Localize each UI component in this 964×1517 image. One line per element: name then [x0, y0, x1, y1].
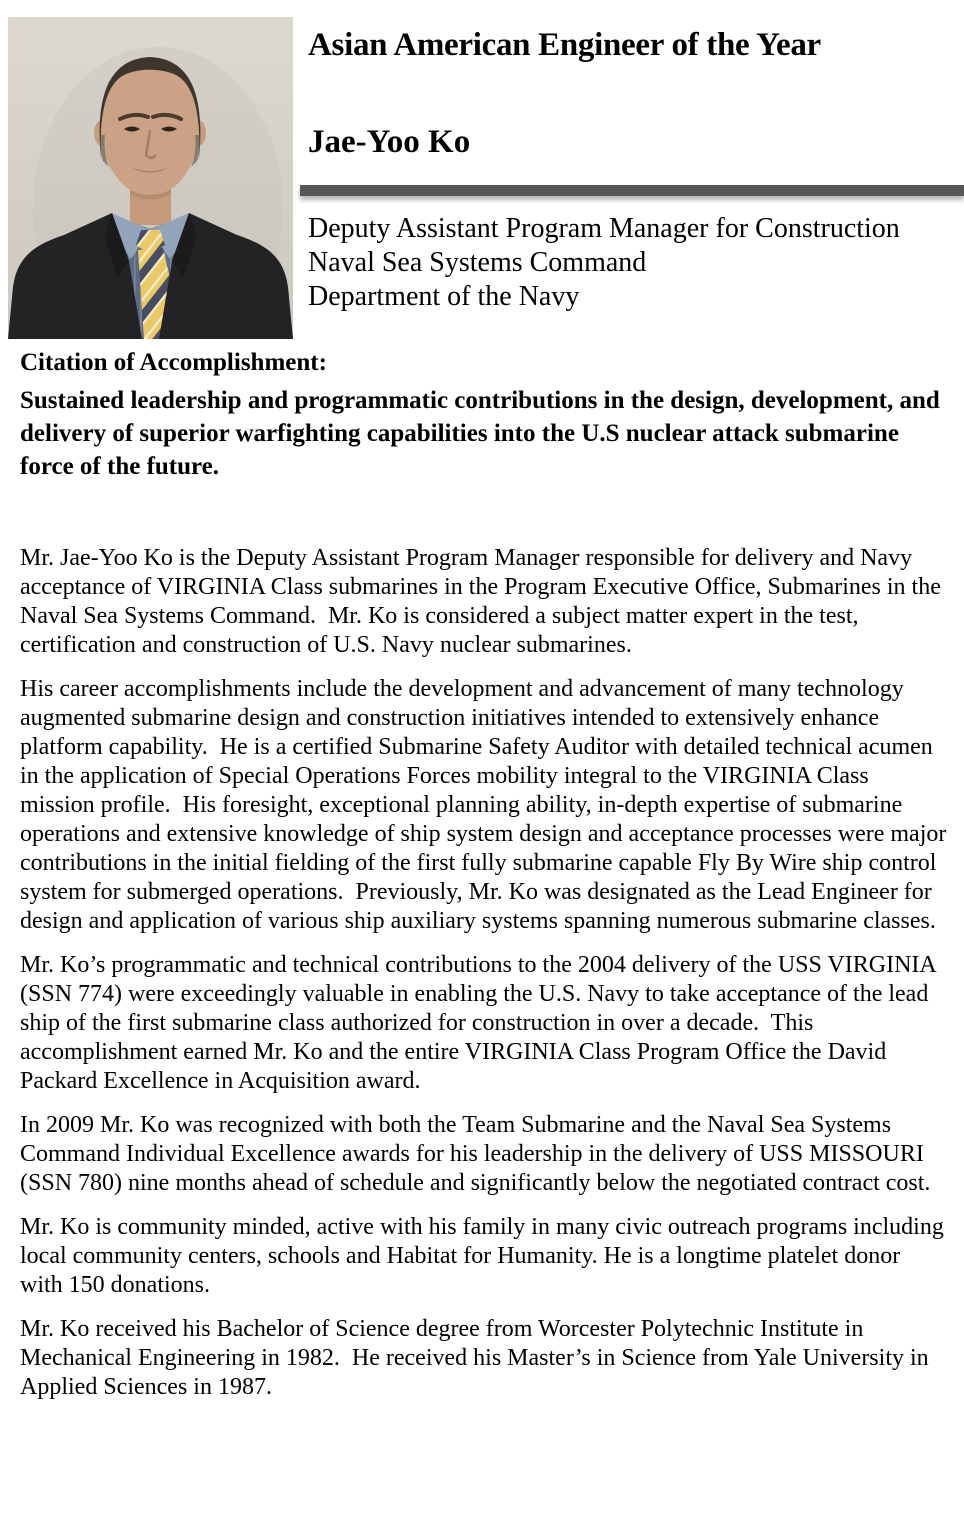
bio-paragraph-4: In 2009 Mr. Ko was recognized with both the Team Submarine and the Naval Sea Systems Command Individual Excellence awards for his leadership in the delivery of USS MISSOURI (SSN 780) nine months ahead of schedule and significantly below the negotiated contract cost.	[20, 1112, 931, 1196]
citation-heading: Citation of Accomplishment:	[20, 349, 327, 376]
award-title: Asian American Engineer of the Year	[308, 27, 821, 63]
citation-text: Sustained leadership and programmatic contributions in the design, development, and delivery of superior warfighting capabilities into the U.S nuclear attack submarine force of the future.	[20, 387, 947, 480]
bio-paragraph-1: Mr. Jae-Yoo Ko is the Deputy Assistant Program Manager responsible for delivery and Navy acceptance of VIRGINIA Class submarines in the Program Executive Office, Submarines in the Naval Sea Systems Command. Mr. Ko is considered a subject matter expert in the test, certification and construction of U.S. Navy nuclear submarines.	[20, 545, 947, 658]
biography-section	[20, 544, 953, 1417]
job-title-line: Deputy Assistant Program Manager for Construction	[308, 213, 900, 244]
bio-paragraph-6: Mr. Ko received his Bachelor of Science degree from Worcester Polytechnic Institute in Mechanical Engineering in 1982. He received his Master’s in Science from Yale University in Applied Sciences in 1987.	[20, 1316, 934, 1400]
organization-line: Naval Sea Systems Command	[308, 247, 647, 278]
department-line: Department of the Navy	[308, 281, 580, 312]
bio-paragraph-3: Mr. Ko’s programmatic and technical contributions to the 2004 delivery of the USS VIRGINIA (SSN 774) were exceedingly valuable in enabling the U.S. Navy to take acceptance of the lead ship of the first submarine class authorized for construction in over a decade. This accomplishment earned Mr. Ko and the entire VIRGINIA Class Program Office the David Packard Excellence in Acquisition award.	[20, 952, 942, 1094]
bio-paragraph-5: Mr. Ko is community minded, active with his family in many civic outreach programs including local community centers, schools and Habitat for Humanity. He is a longtime platelet donor with 150 donations.	[20, 1214, 950, 1298]
bio-paragraph-2: His career accomplishments include the development and advancement of many technology augmented submarine design and construction initiatives intended to extensively enhance platform capability. He is a certified Submarine Safety Auditor with detailed technical acumen in the application of Special Operations Forces mobility integral to the VIRGINIA Class mission profile. His foresight, exceptional planning ability, in-depth expertise of submarine operations and extensive knowledge of ship system design and acceptance processes were major contributions in the initial fielding of the first fully submarine capable Fly By Wire ship control system for submerged operations. Previously, Mr. Ko was designated as the Lead Engineer for design and application of various ship auxiliary systems spanning numerous submarine classes.	[20, 676, 953, 934]
portrait-photo	[8, 17, 293, 339]
honoree-name: Jae-Yoo Ko	[308, 124, 471, 160]
job-title-block	[308, 212, 900, 314]
portrait-illustration	[8, 17, 293, 339]
divider-bar	[300, 185, 964, 196]
